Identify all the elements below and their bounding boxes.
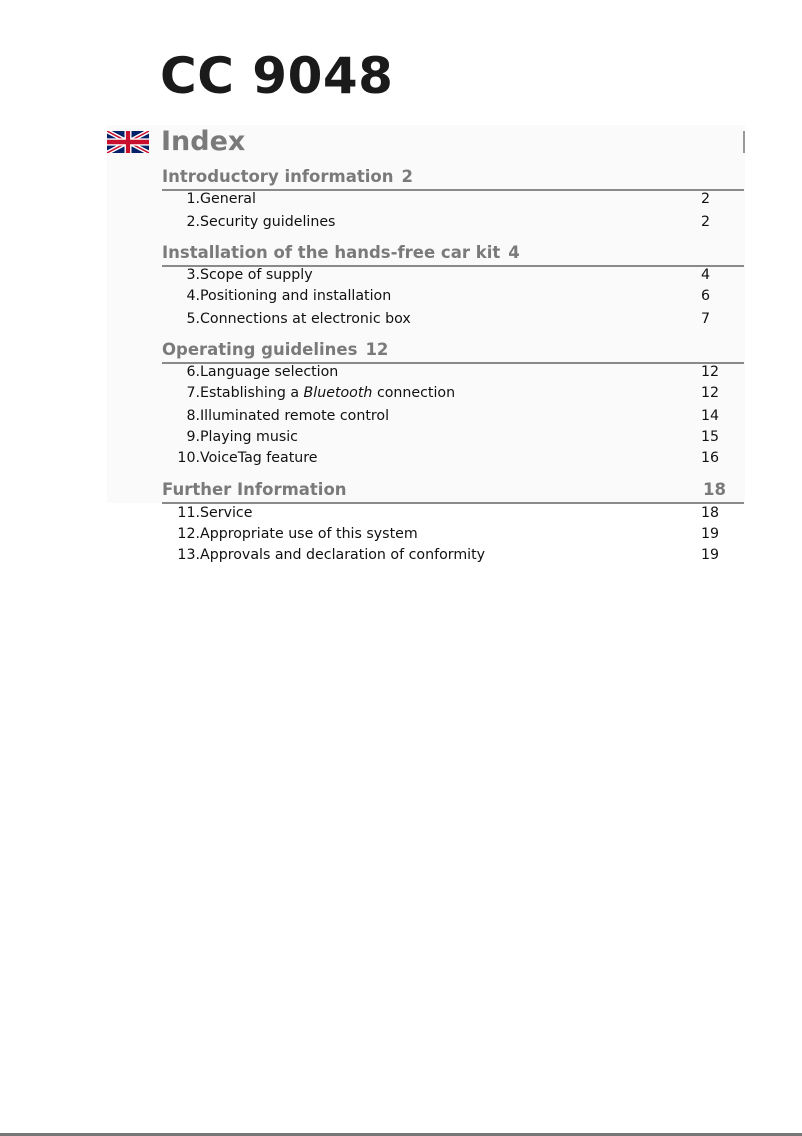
entry-number: 8. xyxy=(186,408,200,424)
section-heading-further-information[interactable] xyxy=(162,480,744,504)
entry-number: 4. xyxy=(186,288,200,304)
entry-title: Security guidelines xyxy=(200,214,336,230)
entry-number: 13. xyxy=(177,547,200,563)
entry-page: 14 xyxy=(701,408,720,424)
entry-title-post: connection xyxy=(376,385,456,401)
margin-mark xyxy=(743,131,745,153)
toc-entry[interactable] xyxy=(162,545,744,565)
toc-entry[interactable] xyxy=(162,383,744,403)
entry-title: Approvals and declaration of conformity xyxy=(200,547,486,563)
entry-title-italic: Bluetooth xyxy=(303,385,373,401)
section-title: Introductory information xyxy=(162,167,394,186)
entry-title: Playing music xyxy=(200,429,298,445)
section-heading-installation[interactable] xyxy=(162,243,744,267)
entry-title: General xyxy=(200,191,256,207)
entry-number: 6. xyxy=(186,364,200,380)
entry-page: 19 xyxy=(701,547,720,563)
toc-entry[interactable] xyxy=(162,189,744,209)
entry-page: 18 xyxy=(701,505,720,521)
uk-flag-icon xyxy=(107,131,149,153)
entry-number: 11. xyxy=(177,505,200,521)
section-title: Installation of the hands-free car kit xyxy=(162,243,501,262)
toc-entry[interactable] xyxy=(162,362,744,382)
index-title: Index xyxy=(161,126,246,157)
entry-page: 2 xyxy=(701,191,711,207)
toc-entry[interactable] xyxy=(162,406,744,426)
entry-title-pre: Establishing a xyxy=(200,385,300,401)
section-page: 18 xyxy=(703,480,726,499)
entry-page: 19 xyxy=(701,526,720,542)
entry-title: Language selection xyxy=(200,364,339,380)
entry-title: Illuminated remote control xyxy=(200,408,390,424)
toc-entry[interactable] xyxy=(162,427,744,447)
section-title: Further Information xyxy=(162,480,347,499)
entry-page: 4 xyxy=(701,267,711,283)
entry-number: 1. xyxy=(186,191,200,207)
entry-title: Positioning and installation xyxy=(200,288,392,304)
toc-entry[interactable] xyxy=(162,448,744,468)
entry-page: 12 xyxy=(701,364,720,380)
entry-page: 15 xyxy=(701,429,720,445)
entry-title: VoiceTag feature xyxy=(200,450,318,466)
entry-number: 12. xyxy=(177,526,200,542)
entry-page: 2 xyxy=(701,214,711,230)
entry-title: Scope of supply xyxy=(200,267,313,283)
section-title: Operating guidelines xyxy=(162,340,358,359)
entry-number: 10. xyxy=(177,450,200,466)
section-heading-operating[interactable] xyxy=(162,340,744,364)
entry-page: 6 xyxy=(701,288,711,304)
entry-number: 2. xyxy=(186,214,200,230)
entry-number: 5. xyxy=(186,311,200,327)
entry-number: 3. xyxy=(186,267,200,283)
toc-entry[interactable] xyxy=(162,265,744,285)
entry-page: 7 xyxy=(701,311,711,327)
entry-number: 7. xyxy=(186,385,200,401)
entry-page: 12 xyxy=(701,385,720,401)
entry-title: Appropriate use of this system xyxy=(200,526,418,542)
section-page: 2 xyxy=(401,167,413,186)
entry-number: 9. xyxy=(186,429,200,445)
toc-entry[interactable] xyxy=(162,286,744,306)
section-heading-introductory[interactable] xyxy=(162,167,744,191)
toc-entry[interactable] xyxy=(162,309,744,329)
model-title: CC 9048 xyxy=(160,47,394,105)
entry-title: Service xyxy=(200,505,253,521)
entry-page: 16 xyxy=(701,450,720,466)
section-page: 4 xyxy=(508,243,520,262)
section-page: 12 xyxy=(365,340,389,359)
toc-entry[interactable] xyxy=(162,212,744,232)
entry-title: Connections at electronic box xyxy=(200,311,411,327)
entry-title xyxy=(200,383,455,403)
toc-entry[interactable] xyxy=(162,524,744,544)
toc-entry[interactable] xyxy=(162,503,744,523)
